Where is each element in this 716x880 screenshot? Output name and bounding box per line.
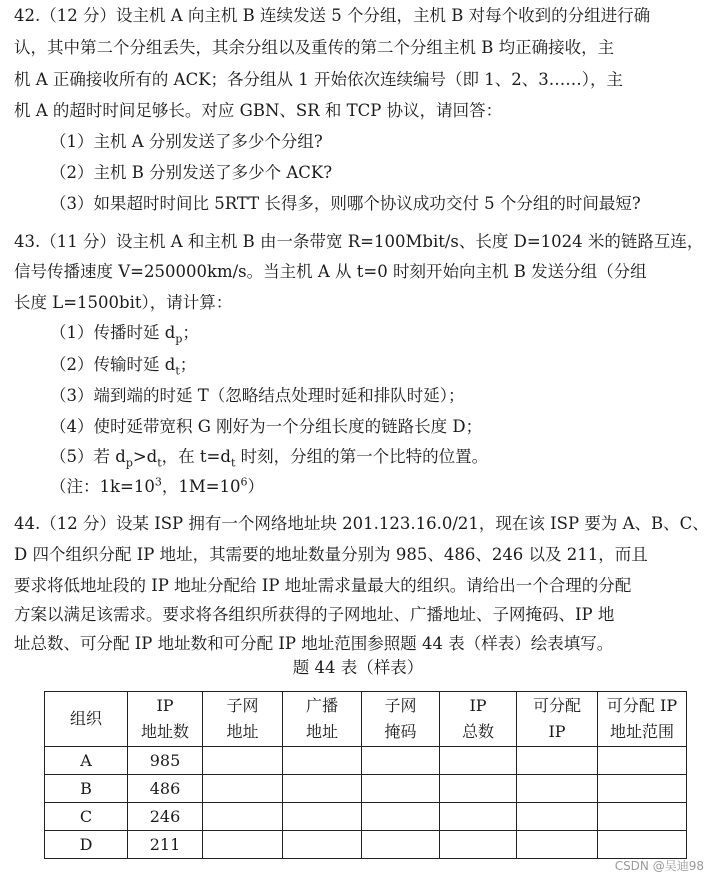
table-row — [45, 831, 687, 859]
q42-sub-3: （3）如果超时时间比 5RTT 长得多，则哪个协议成功交付 5 个分组的时间最短? — [50, 194, 641, 213]
empty-cell — [362, 831, 440, 859]
ip-count-cell: 211 — [128, 831, 203, 859]
empty-cell — [440, 831, 517, 859]
empty-cell — [203, 747, 283, 775]
q43-sub-5: （5）若 $d_p>d_t$，在 $t=d_t$ 时刻，分组的第一个比特的位置。 — [50, 447, 489, 470]
q43-sub-1: （1）传播时延 $d_p$； — [50, 323, 199, 346]
header-org: 组织 — [45, 692, 128, 747]
empty-cell — [362, 747, 440, 775]
org-cell: A — [45, 747, 128, 775]
empty-cell — [283, 775, 362, 803]
table-row — [45, 747, 687, 775]
watermark: CSDN @吴迪98 — [614, 859, 704, 873]
empty-cell — [440, 747, 517, 775]
empty-cell — [203, 803, 283, 831]
q43-line-3: 长度 L=1500bit），请计算： — [14, 293, 233, 312]
empty-cell — [283, 803, 362, 831]
empty-cell — [440, 803, 517, 831]
q43-sub-3: （3）端到端的时延 T（忽略结点处理时延和排队时延）； — [50, 386, 465, 405]
empty-cell — [203, 831, 283, 859]
q44-line-2: D 四个组织分配 IP 地址，其需要的地址数量分别为 985、486、246 以及 211，而且 — [14, 545, 648, 564]
empty-cell — [598, 831, 687, 859]
q42-sub-2: （2）主机 B 分别发送了多少个 ACK? — [50, 163, 333, 182]
q43-line-2: 信号传播速度 V=250000km/s。当主机 A 从 t=0 时刻开始向主机 B 发送分组（分组 — [14, 262, 647, 281]
header-assignable-range: 可分配 IP 地址范围 — [598, 692, 687, 747]
empty-cell — [598, 747, 687, 775]
q42-sub-1: （1）主机 A 分别发送了多少个分组? — [50, 132, 323, 151]
header-subnet-address: 子网 地址 — [203, 692, 283, 747]
table-row — [45, 803, 687, 831]
q42-line-4: 机 A 的超时时间足够长。对应 GBN、SR 和 TCP 协议，请回答： — [14, 101, 503, 120]
empty-cell — [283, 747, 362, 775]
empty-cell — [440, 775, 517, 803]
table-header-row — [45, 692, 687, 747]
table-row — [45, 775, 687, 803]
q44-line-1: 44.（12 分）设某 ISP 拥有一个网络地址块 201.123.16.0/21，现在该 ISP 要为 A、B、C、 — [14, 514, 709, 533]
org-cell: C — [45, 803, 128, 831]
empty-cell — [517, 747, 598, 775]
q44-line-3: 要求将低地址段的 IP 地址分配给 IP 地址需求量最大的组织。请给出一个合理的分配 — [14, 576, 632, 595]
q43-sub-4: （4）使时延带宽积 G 刚好为一个分组长度的链路长度 D； — [50, 417, 483, 436]
empty-cell — [517, 831, 598, 859]
header-assignable-ip: 可分配 IP — [517, 692, 598, 747]
org-cell: D — [45, 831, 128, 859]
empty-cell — [362, 803, 440, 831]
q42-line-2: 认，其中第二个分组丢失，其余分组以及重传的第二个分组主机 B 均正确接收，主 — [14, 38, 615, 57]
q43-sub-2: （2）传输时延 $d_t$； — [50, 355, 197, 378]
allocation-table — [44, 691, 687, 859]
q43-note: （注：$1k=10^3$，$1M=10^6$） — [50, 475, 265, 496]
empty-cell — [362, 775, 440, 803]
q44-line-4: 方案以满足该需求。要求将各组织所获得的子网地址、广播地址、子网掩码、IP 地 — [14, 605, 615, 624]
org-cell: B — [45, 775, 128, 803]
empty-cell — [203, 775, 283, 803]
ip-count-cell: 985 — [128, 747, 203, 775]
q42-line-1: 42.（12 分）设主机 A 向主机 B 连续发送 5 个分组，主机 B 对每个收到的分组进行确 — [14, 6, 651, 25]
empty-cell — [517, 775, 598, 803]
table-caption: 题 44 表（样表） — [292, 658, 424, 677]
q44-line-5: 址总数、可分配 IP 地址数和可分配 IP 地址范围参照题 44 表（样表）绘表填写。 — [14, 634, 614, 653]
header-broadcast-address: 广播 地址 — [283, 692, 362, 747]
header-subnet-mask: 子网 掩码 — [362, 692, 440, 747]
empty-cell — [283, 831, 362, 859]
q42-line-3: 机 A 正确接收所有的 ACK；各分组从 1 开始依次连续编号（即 1、2、3……），主 — [14, 70, 623, 89]
ip-count-cell: 246 — [128, 803, 203, 831]
header-ip-count: IP 地址数 — [128, 692, 203, 747]
empty-cell — [598, 775, 687, 803]
empty-cell — [598, 803, 687, 831]
header-ip-total: IP 总数 — [440, 692, 517, 747]
q43-line-1: 43.（11 分）设主机 A 和主机 B 由一条带宽 R=100Mbit/s、长度 D=1024 米的链路互连， — [14, 232, 704, 251]
empty-cell — [517, 803, 598, 831]
ip-count-cell: 486 — [128, 775, 203, 803]
